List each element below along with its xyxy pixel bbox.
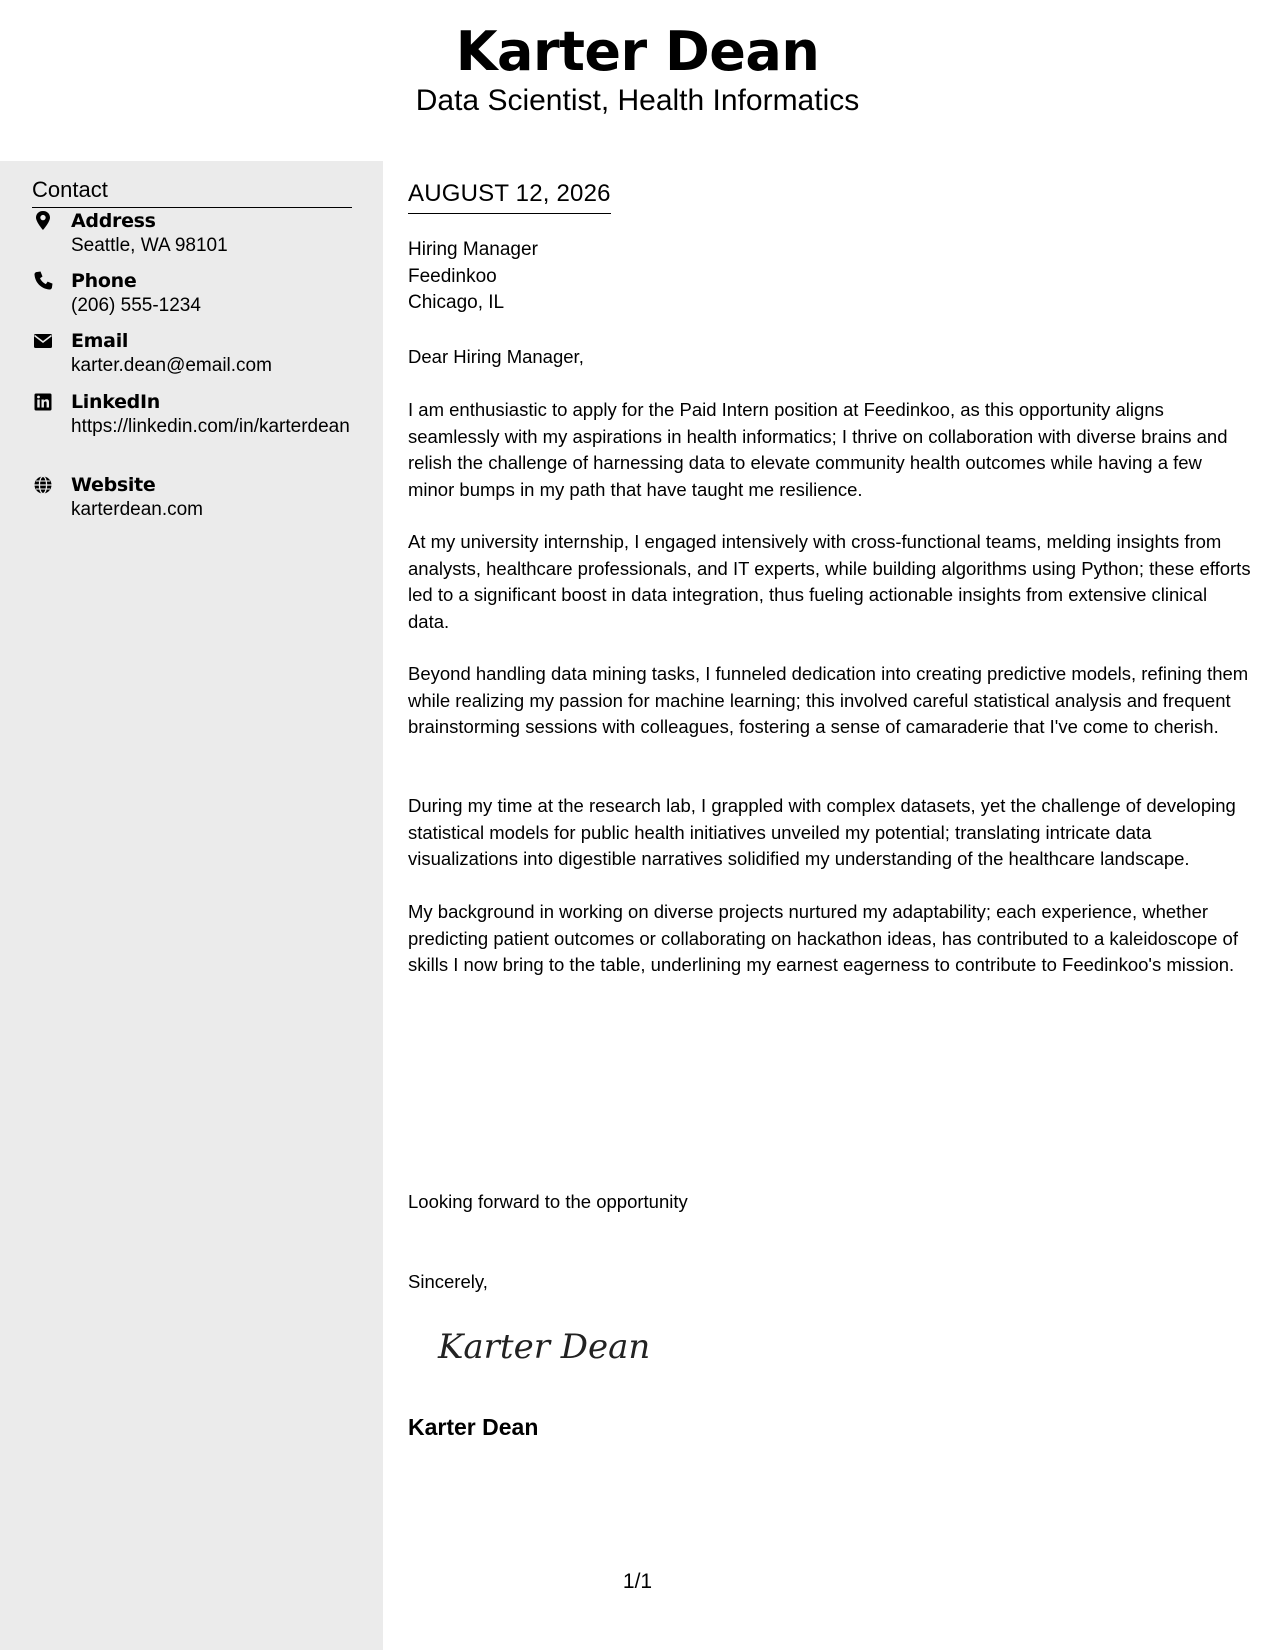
contact-label: Address (71, 210, 156, 232)
body-paragraph: My background in working on diverse projects nurtured my adaptability; each experience, whether predicting patient outcomes or collaborating on hackathon ideas, has contributed to a kaleidoscope of skills I now bring to the table, underlining my earnest eagerness to contribute to Feedinkoo's mission. (408, 901, 1238, 975)
contact-label: Website (71, 474, 156, 496)
signoff: Sincerely, (408, 1271, 488, 1292)
contact-label: LinkedIn (71, 391, 160, 413)
contact-value: Seattle, WA 98101 (71, 235, 228, 256)
greeting: Dear Hiring Manager, (408, 346, 584, 367)
recipient-line: Feedinkoo (408, 265, 497, 287)
phone-icon (32, 270, 58, 292)
closing-line: Looking forward to the opportunity (408, 1191, 688, 1212)
linkedin-icon (32, 391, 58, 413)
recipient-line: Hiring Manager (408, 239, 538, 260)
envelope-icon (32, 330, 58, 352)
contact-sidebar (0, 161, 383, 1650)
signer-name: Karter Dean (408, 1414, 539, 1440)
recipient-line: Chicago, IL (408, 292, 505, 313)
contact-label: Email (71, 330, 129, 352)
body-paragraph: Beyond handling data mining tasks, I funneled dedication into creating predictive models, refining them while realizing my passion for machine learning; this involved careful statistical analysis and frequent brainstorming sessions with colleagues, fostering a sense of camaraderie that I've come to cherish. (408, 663, 1249, 737)
contact-label: Phone (71, 270, 137, 292)
letter-header (0, 0, 1275, 161)
body-paragraph: During my time at the research lab, I grappled with complex datasets, yet the challenge of developing statistical models for public health initiatives unveiled my potential; translating intricate data visualizations into digestible narratives solidified my understanding of the healthcare landscape. (408, 795, 1236, 869)
body-paragraph: I am enthusiastic to apply for the Paid Intern position at Feedinkoo, as this opportunity aligns seamlessly with my aspirations in health informatics; I thrive on collaboration with diverse brains and relish the challenge of harnessing data to elevate community health outcomes while having a few minor bumps in my path that have taught me resilience. (408, 399, 1228, 500)
applicant-title: Data Scientist, Health Informatics (415, 84, 860, 117)
contact-section-title: Contact (32, 175, 352, 208)
letter-date: AUGUST 12, 2026 (408, 179, 611, 214)
map-pin-icon (32, 210, 58, 232)
page-number: 1/1 (622, 1570, 653, 1593)
handwritten-signature (434, 1316, 654, 1376)
contact-value: (206) 555-1234 (71, 295, 201, 316)
website-link[interactable]: karterdean.com (71, 499, 204, 520)
contact-value: karter.dean@email.com (71, 355, 272, 376)
recipient-block (408, 237, 538, 317)
body-paragraph: At my university internship, I engaged intensively with cross-functional teams, melding insights from analysts, healthcare professionals, and IT experts, while building algorithms using Python; these efforts led to a significant boost in data integration, thus fueling actionable insights from extensive clinical data. (408, 531, 1251, 632)
globe-icon (32, 474, 58, 496)
linkedin-link[interactable]: https://linkedin.com/in/karterdean (71, 416, 350, 437)
applicant-name: Karter Dean (455, 20, 820, 83)
signature-text: Karter Dean (438, 1327, 651, 1367)
